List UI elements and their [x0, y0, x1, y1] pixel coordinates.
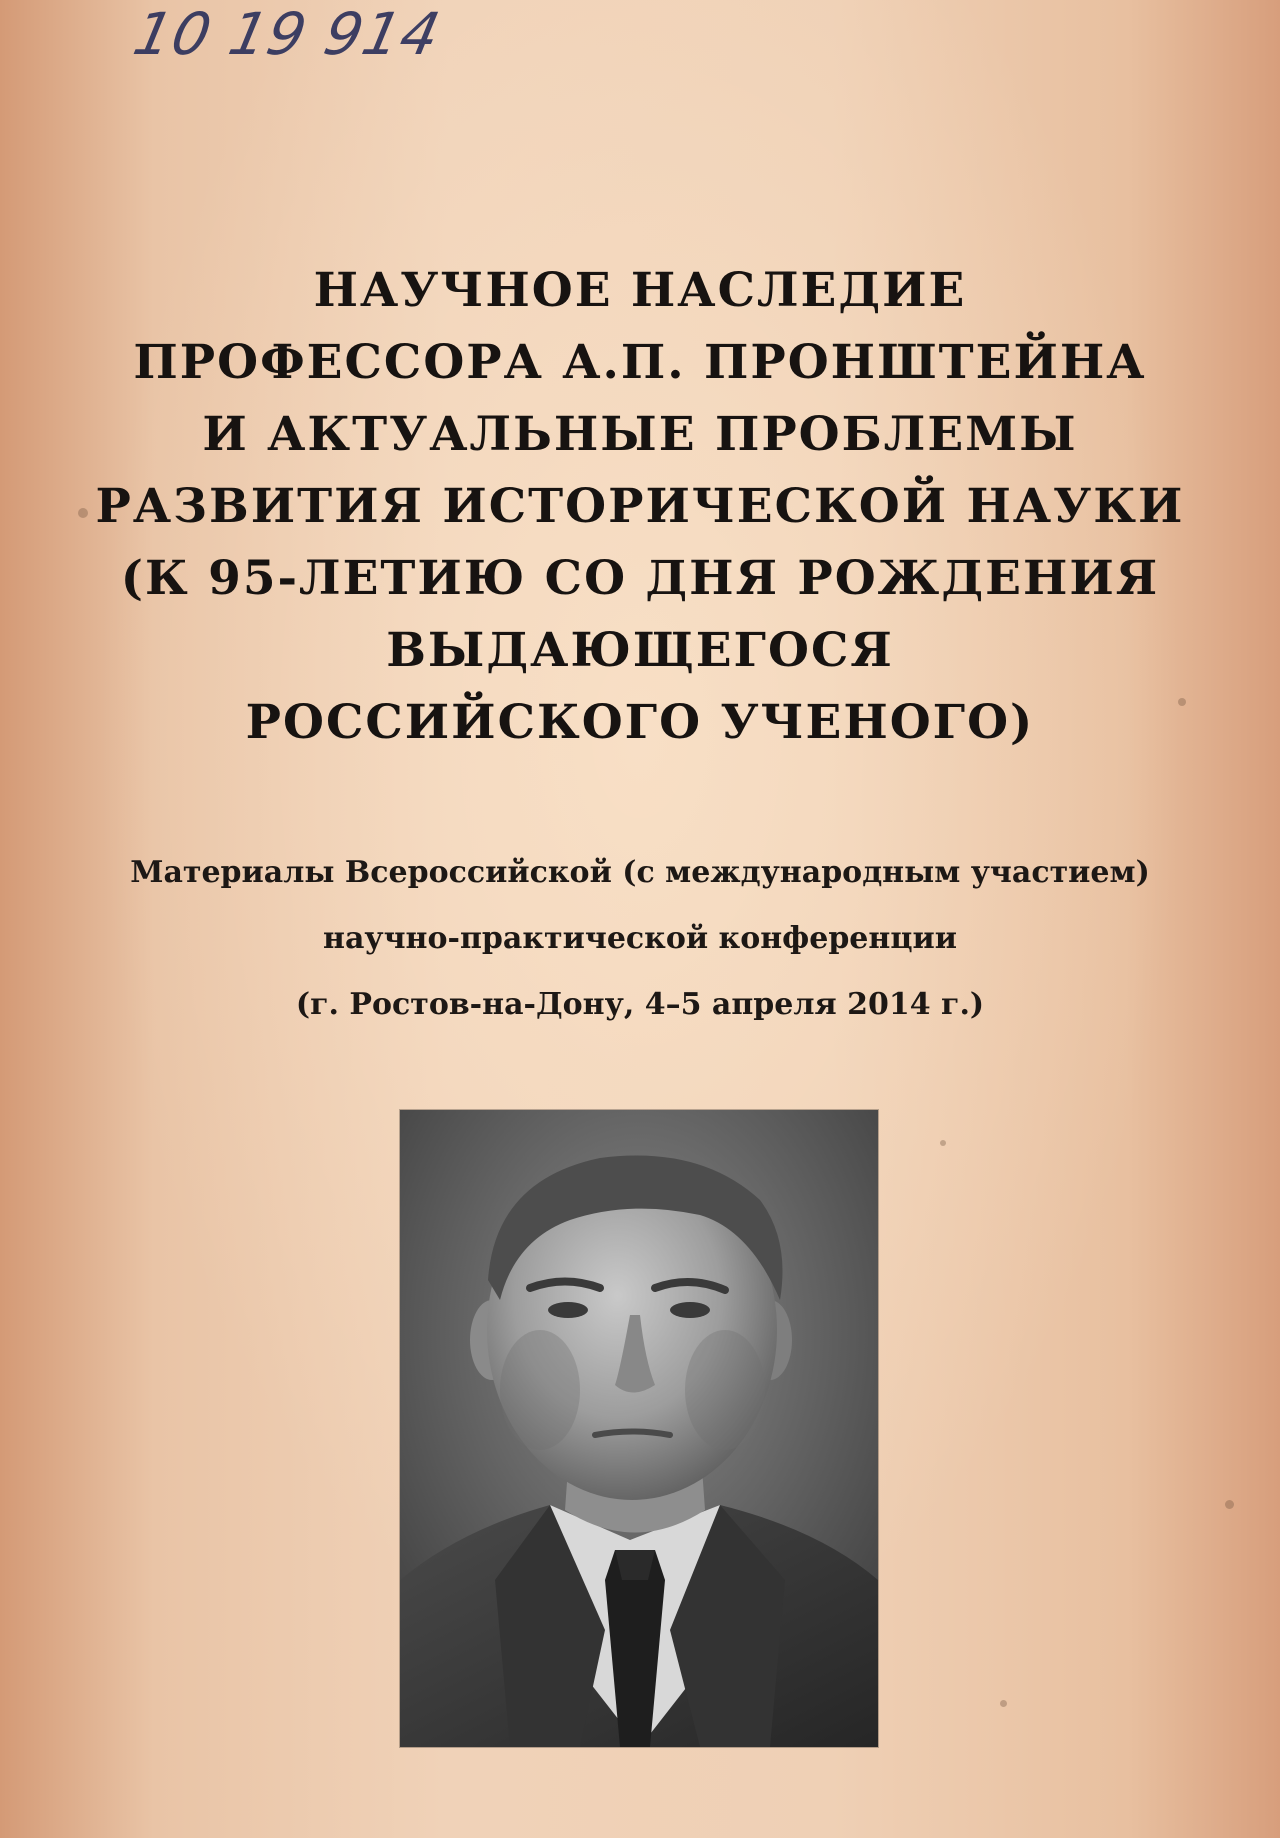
- title-line: РОССИЙСКОГО УЧЕНОГО): [245, 695, 1035, 750]
- paper-speck: [78, 508, 88, 518]
- paper-speck: [1225, 1500, 1234, 1509]
- portrait-illustration: [400, 1110, 878, 1747]
- title-line: (К 95-ЛЕТИЮ СО ДНЯ РОЖДЕНИЯ: [120, 551, 1160, 606]
- cover-subtitle: [60, 840, 1220, 1038]
- paper-speck: [1000, 1700, 1007, 1707]
- subtitle-line: Материалы Всероссийской (с международным участием): [130, 855, 1150, 890]
- title-line: ПРОФЕССОРА А.П. ПРОНШТЕЙНА: [133, 335, 1147, 390]
- paper-speck: [1178, 698, 1186, 706]
- portrait-photo: [400, 1110, 878, 1747]
- title-line: РАЗВИТИЯ ИСТОРИЧЕСКОЙ НАУКИ: [95, 479, 1185, 534]
- subtitle-line: научно-практической конференции: [323, 921, 957, 956]
- paper-speck: [940, 1140, 946, 1146]
- cover-title: [60, 255, 1220, 759]
- subtitle-line: (г. Ростов-на-Дону, 4–5 апреля 2014 г.): [295, 987, 985, 1022]
- title-line: НАУЧНОЕ НАСЛЕДИЕ: [313, 263, 967, 318]
- title-line: ВЫДАЮЩЕГОСЯ: [386, 623, 894, 678]
- handwritten-inventory-number: 10 19 914: [127, 0, 447, 68]
- title-line: И АКТУАЛЬНЫЕ ПРОБЛЕМЫ: [202, 407, 1078, 462]
